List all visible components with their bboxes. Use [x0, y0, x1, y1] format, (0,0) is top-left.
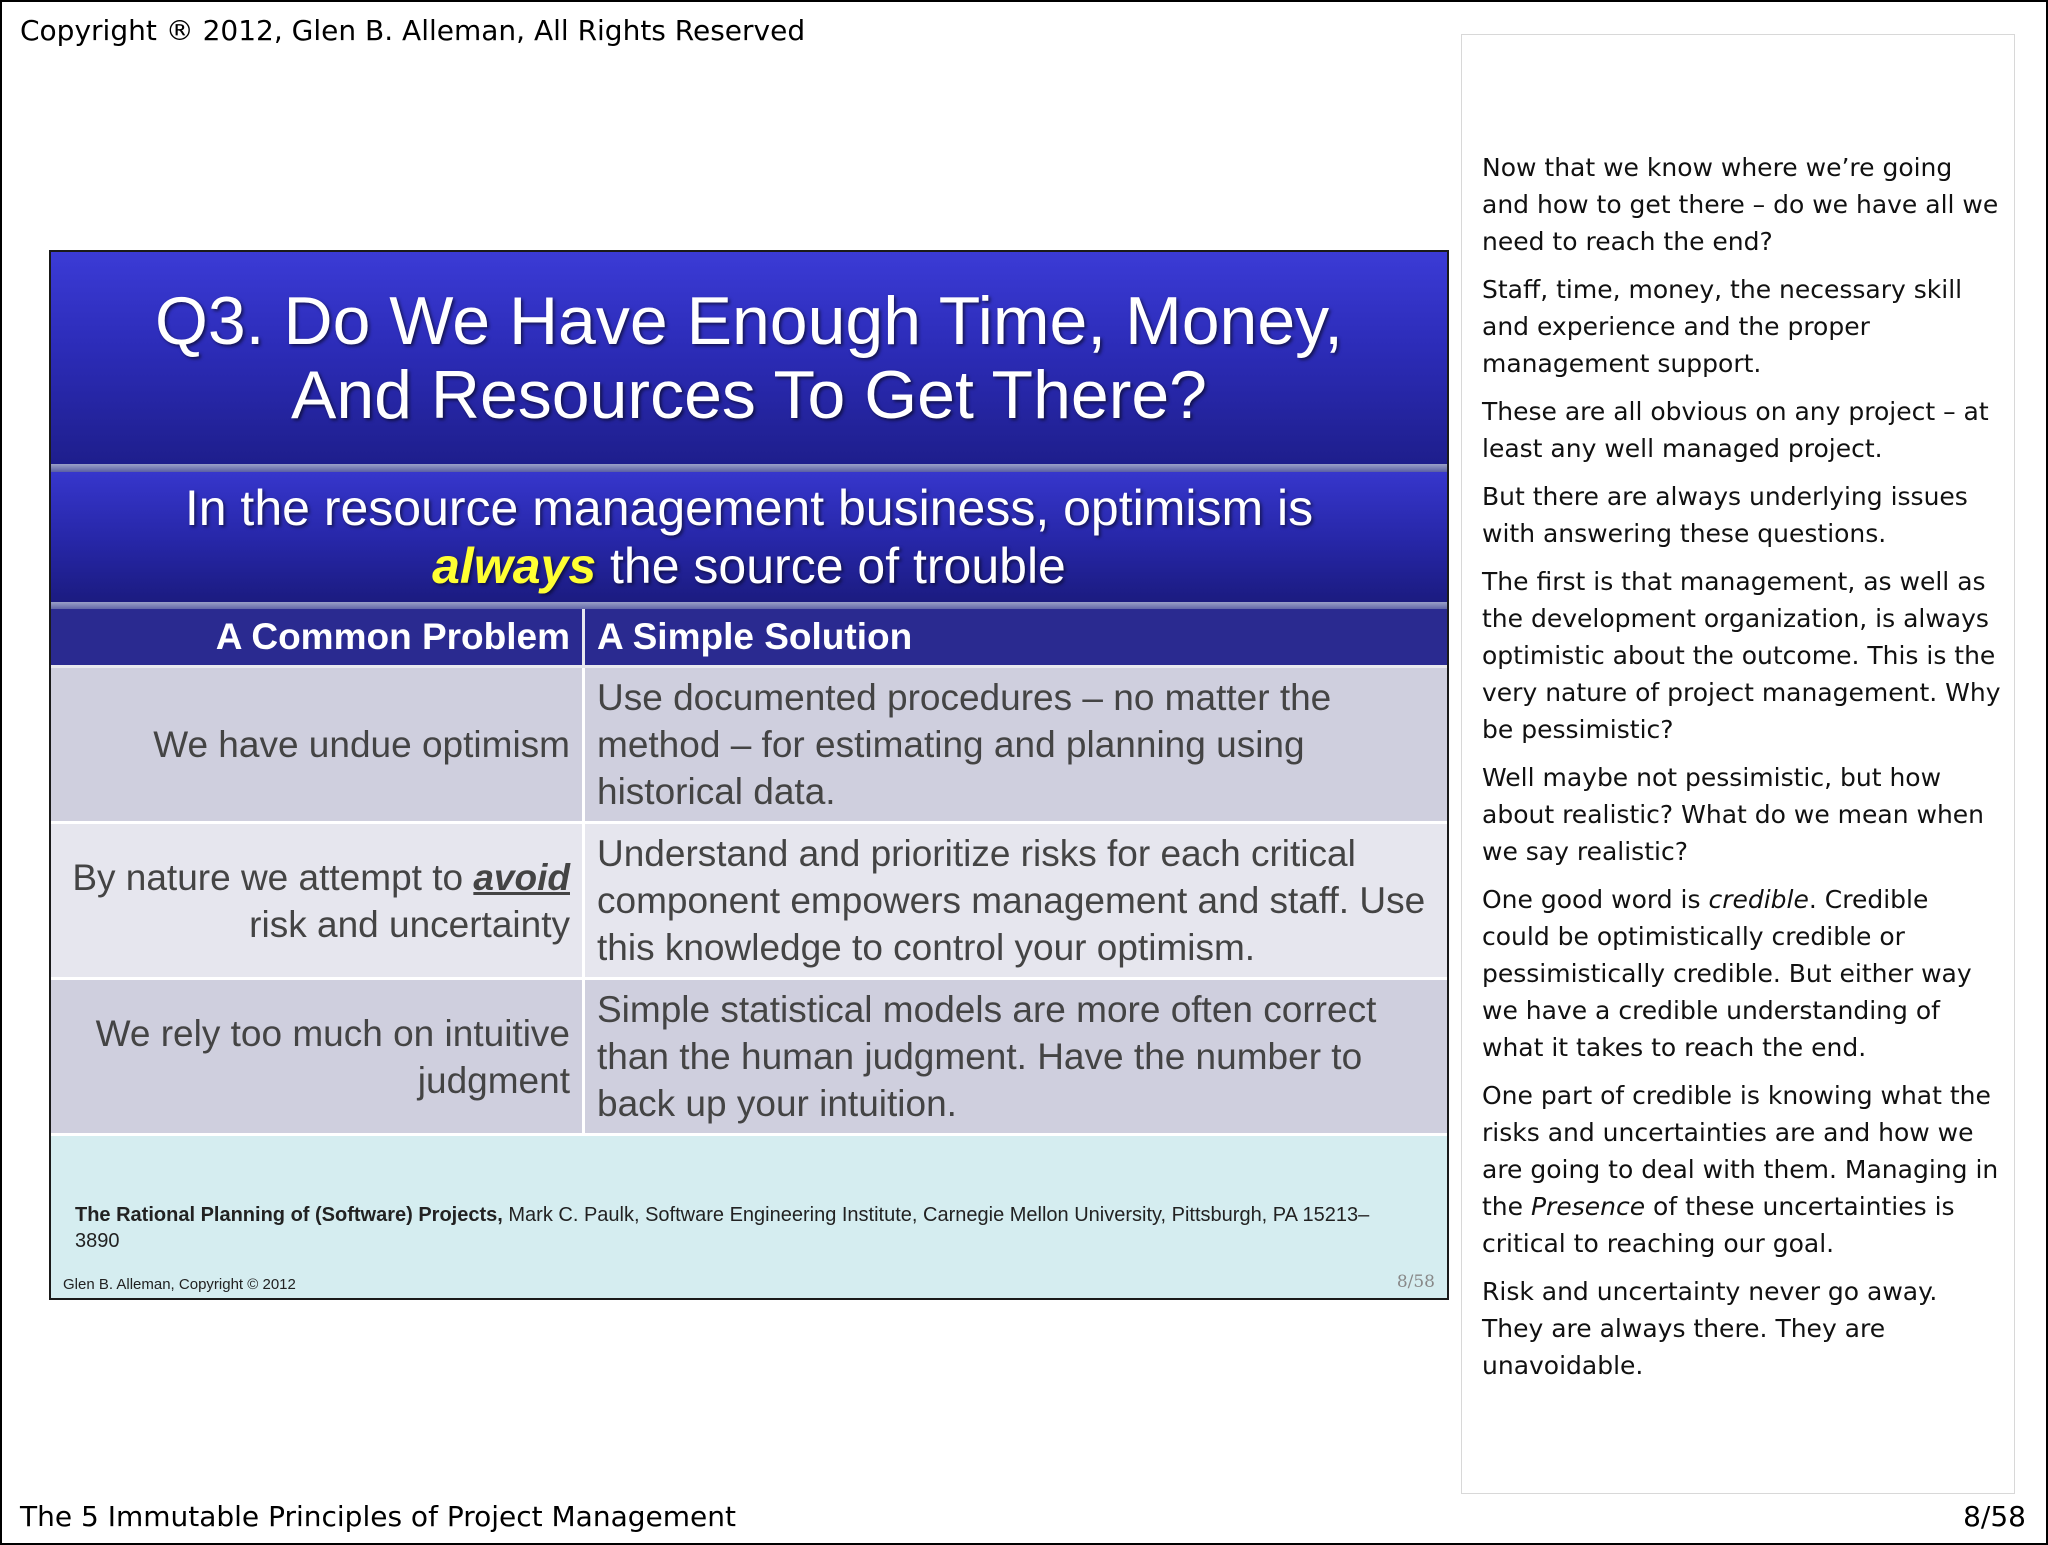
notes-text: of these uncertainties is critical to reaching our goal. — [1482, 1192, 1955, 1258]
problem-text-post: risk and uncertainty — [249, 903, 570, 945]
notes-emphasis: credible — [1708, 885, 1809, 914]
notes-paragraph: These are all obvious on any project – at least any well managed project. — [1482, 397, 1989, 463]
slide-title-band — [51, 252, 1447, 464]
notes-paragraph: Now that we know where we’re going and how to get there – do we have all we need to reach the end? — [1482, 153, 1999, 256]
slide-subtitle-band — [51, 472, 1447, 602]
column-header-solution: A Simple Solution — [584, 609, 1448, 667]
notes-paragraph: Well maybe not pessimistic, but how about realistic? What do we mean when we say realistic? — [1482, 763, 1985, 866]
slide-subtitle — [124, 479, 1374, 595]
problem-cell — [51, 823, 584, 979]
table-row — [51, 823, 1447, 979]
solution-cell: Simple statistical models are more often correct than the human judgment. Have the number to back up your intuition. — [584, 979, 1448, 1135]
table-row — [51, 979, 1447, 1135]
notes-text: One part of credible is knowing what the risks and uncertainties are and how we are going to deal with them. Managing in the — [1482, 1081, 1999, 1221]
page-header-copyright: Copyright ® 2012, Glen B. Alleman, All Rights Reserved — [20, 14, 806, 47]
page-footer-title: The 5 Immutable Principles of Project Management — [20, 1500, 736, 1533]
reference-title: The Rational Planning of (Software) Projects, — [75, 1204, 503, 1226]
notes-paragraph — [1482, 881, 2002, 1066]
notes-paragraph: Risk and uncertainty never go away. They are always there. They are unavoidable. — [1482, 1277, 1938, 1380]
problem-solution-table — [51, 609, 1447, 1136]
page-footer-number: 8/58 — [1963, 1500, 2026, 1533]
problem-cell: We rely too much on intuitive judgment — [51, 979, 584, 1135]
notes-panel — [1461, 34, 2015, 1494]
subtitle-text-pre: In the resource management business, optimism is — [184, 480, 1314, 536]
table-row — [51, 667, 1447, 823]
slide — [49, 250, 1449, 1300]
slide-footer-copyright: Glen B. Alleman, Copyright © 2012 — [63, 1276, 296, 1293]
problem-emphasis: avoid — [473, 856, 570, 898]
slide-title: Q3. Do We Have Enough Time, Money, And Resources To Get There? — [154, 283, 1344, 433]
notes-paragraph: The first is that management, as well as the development organization, is always optimistic about the outcome. This is the very nature of project management. Why be pessimistic? — [1482, 567, 2001, 744]
column-header-problem: A Common Problem — [51, 609, 584, 667]
notes-text: One good word is — [1482, 885, 1709, 914]
subtitle-text-post: the source of trouble — [596, 538, 1066, 594]
slide-page-number: 8/58 — [1396, 1272, 1435, 1292]
solution-cell: Use documented procedures – no matter the method – for estimating and planning using historical data. — [584, 667, 1448, 823]
notes-paragraph: Staff, time, money, the necessary skill and experience and the proper management support. — [1482, 275, 1963, 378]
solution-cell: Understand and prioritize risks for each critical component empowers management and staff. Use this knowledge to control your optimism. — [584, 823, 1448, 979]
table-header-row — [51, 609, 1447, 667]
notes-paragraph — [1482, 1077, 2002, 1262]
reference-citation — [75, 1202, 1375, 1254]
reference-details: Mark C. Paulk, Software Engineering Institute, Carnegie Mellon University, Pittsburgh, PA 15213–3890 — [75, 1204, 1370, 1252]
notes-paragraph: But there are always underlying issues with answering these questions. — [1482, 482, 1968, 548]
problem-text-pre: By nature we attempt to — [72, 856, 474, 898]
subtitle-emphasis: always — [432, 538, 597, 594]
slide-separator — [51, 464, 1447, 472]
problem-cell: We have undue optimism — [51, 667, 584, 823]
notes-text: . Credible could be optimistically credible or pessimistically credible. But either way we have a credible understanding of what it takes to reach the end. — [1482, 885, 1972, 1062]
speaker-notes — [1482, 149, 2002, 1395]
notes-emphasis: Presence — [1530, 1192, 1646, 1221]
